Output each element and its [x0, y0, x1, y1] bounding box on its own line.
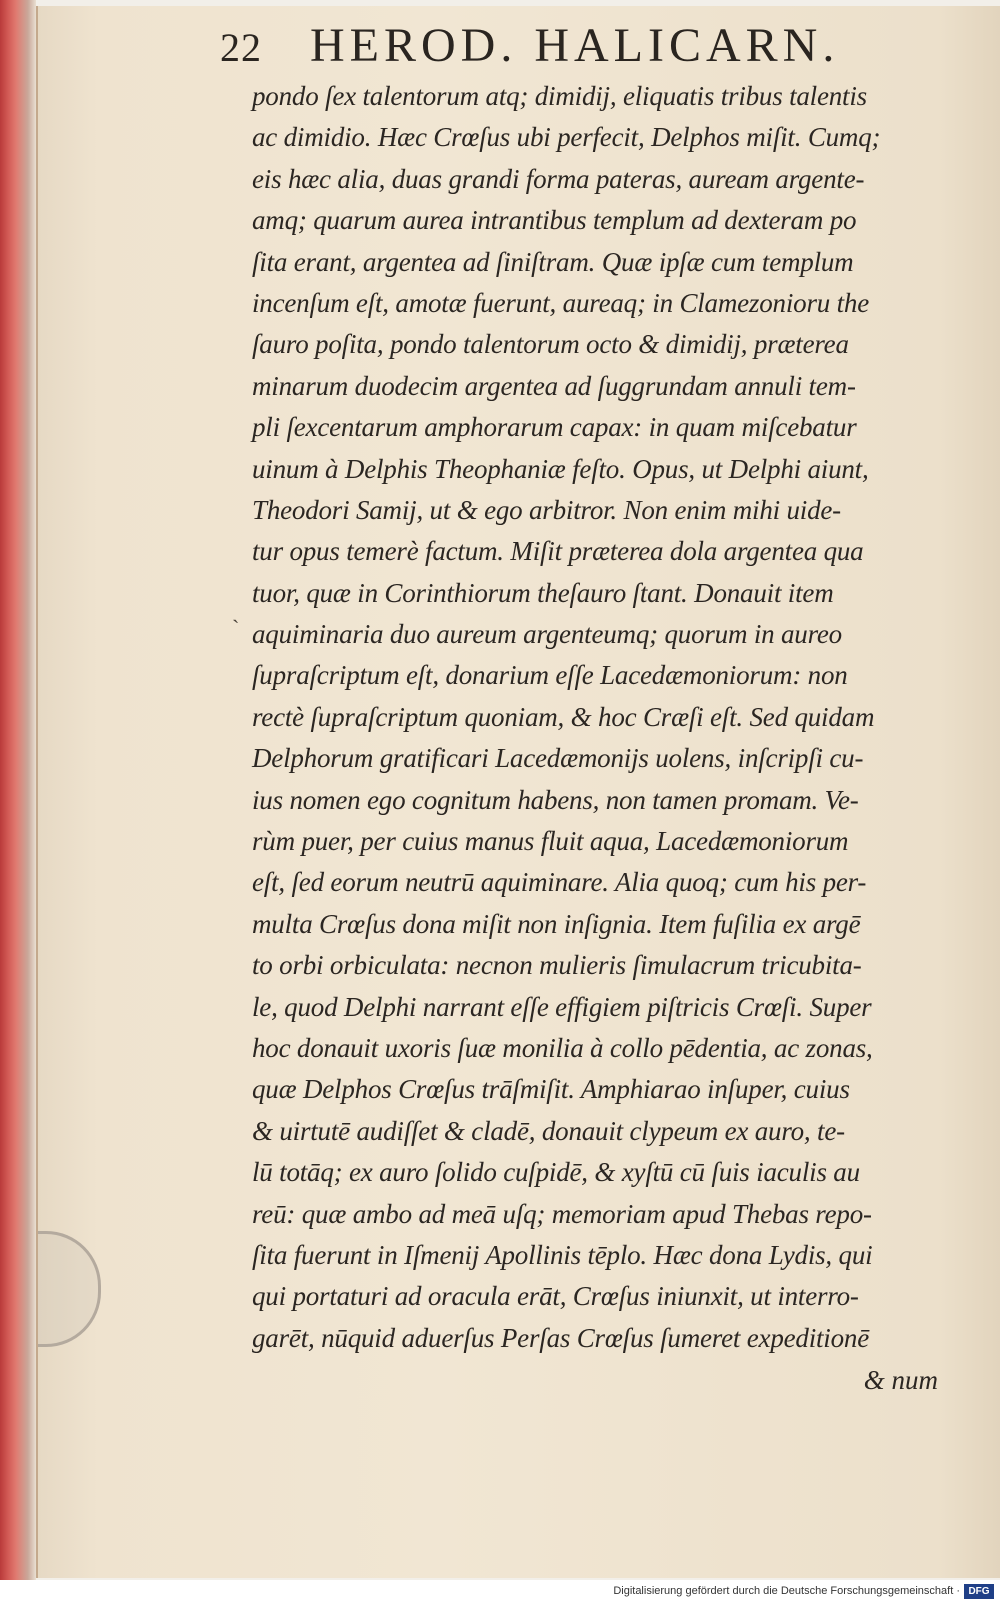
text-line: eſt, ſed eorum neutrū aquiminare. Alia quoq; cum his per-	[252, 867, 867, 898]
text-line: Delphorum gratificari Lacedæmonijs uolens, inſcripſi cu-	[252, 743, 864, 774]
text-line: reū: quæ ambo ad meā uſq; memoriam apud Thebas repo-	[252, 1198, 872, 1229]
running-head	[220, 18, 920, 78]
text-line: garēt, nūquid aduerſus Perſas Crœſus ſumeret expeditionē	[252, 1322, 869, 1353]
text-line: ac dimidio. Hæc Crœſus ubi perfecit, Delphos miſit. Cumq;	[252, 122, 881, 153]
margin-mark: `	[232, 615, 240, 640]
text-line: eis hæc alia, duas grandi forma pateras, auream argente-	[252, 163, 865, 194]
text-line: to orbi orbiculata: necnon mulieris ſimulacrum tricubita-	[252, 950, 862, 981]
text-line: tur opus temerè factum. Miſit præterea dola argentea qua	[252, 536, 864, 567]
text-line: rùm puer, per cuius manus fluit aqua, Lacedæmoniorum	[252, 826, 849, 857]
text-line: multa Crœſus dona miſit non inſignia. Item fuſilia ex argē	[252, 908, 861, 939]
text-line: le, quod Delphi narrant eſſe effigiem piſtricis Crœſi. Super	[252, 991, 872, 1022]
text-line: quæ Delphos Crœſus trāſmiſit. Amphiarao inſuper, cuius	[252, 1074, 850, 1105]
running-head-title: HEROD. HALICARN.	[310, 19, 840, 72]
text-line: hoc donauit uxoris ſuæ monilia à collo pēdentia, ac zonas,	[252, 1032, 873, 1063]
book-edge-red	[0, 0, 36, 1580]
text-line: lū totāq; ex auro ſolido cuſpidē, & xyſtū cū ſuis iaculis au	[252, 1157, 860, 1188]
text-line: amq; quarum aurea intrantibus templum ad dexteram po	[252, 205, 857, 236]
text-block	[252, 76, 942, 1359]
text-line: qui portaturi ad oracula erāt, Crœſus iniunxit, ut interro-	[252, 1281, 859, 1312]
text-line: pli ſexcentarum amphorarum capax: in quam miſcebatur	[252, 412, 857, 443]
text-line: minarum duodecim argentea ad ſuggrundam annuli tem-	[252, 370, 856, 401]
text-line: tuor, quæ in Corinthiorum theſauro ſtant. Donauit item	[252, 577, 834, 608]
dfg-logo: DFG	[964, 1584, 994, 1599]
text-line: Theodori Samij, ut & ego arbitror. Non enim mihi uide-	[252, 494, 841, 525]
text-line: incenſum eſt, amotæ fuerunt, aureaq; in Clamezonioru the	[252, 287, 869, 318]
text-line: aquiminaria duo aureum argenteumq; quorum in aureo	[252, 619, 842, 650]
page-clip	[38, 1231, 101, 1347]
text-line: ſauro poſita, pondo talentorum octo & dimidij, præterea	[252, 329, 849, 360]
page-number: 22	[220, 25, 262, 70]
text-line: uinum à Delphis Theophaniæ feſto. Opus, ut Delphi aiunt,	[252, 453, 869, 484]
text-line: & uirtutē audiſſet & cladē, donauit clypeum ex auro, te-	[252, 1115, 845, 1146]
text-line: ius nomen ego cognitum habens, non tamen promam. Ve-	[252, 784, 859, 815]
text-line: pondo ſex talentorum atq; dimidij, eliquatis tribus talentis	[252, 81, 867, 111]
text-line: ſupraſcriptum eſt, donarium eſſe Lacedæmoniorum: non	[252, 660, 848, 691]
catchword: & num	[863, 1365, 938, 1395]
text-line: rectè ſupraſcriptum quoniam, & hoc Cræſi eſt. Sed quidam	[252, 701, 875, 732]
text-line: ſita fuerunt in Iſmenij Apollinis tēplo. Hæc dona Lydis, qui	[252, 1239, 873, 1270]
text-line: ſita erant, argentea ad ſiniſtram. Quæ ipſæ cum templum	[252, 246, 854, 277]
dfg-credit-text: Digitalisierung gefördert durch die Deutsche Forschungsgemeinschaft ·	[613, 1585, 960, 1597]
footer-bar	[0, 1580, 1000, 1605]
